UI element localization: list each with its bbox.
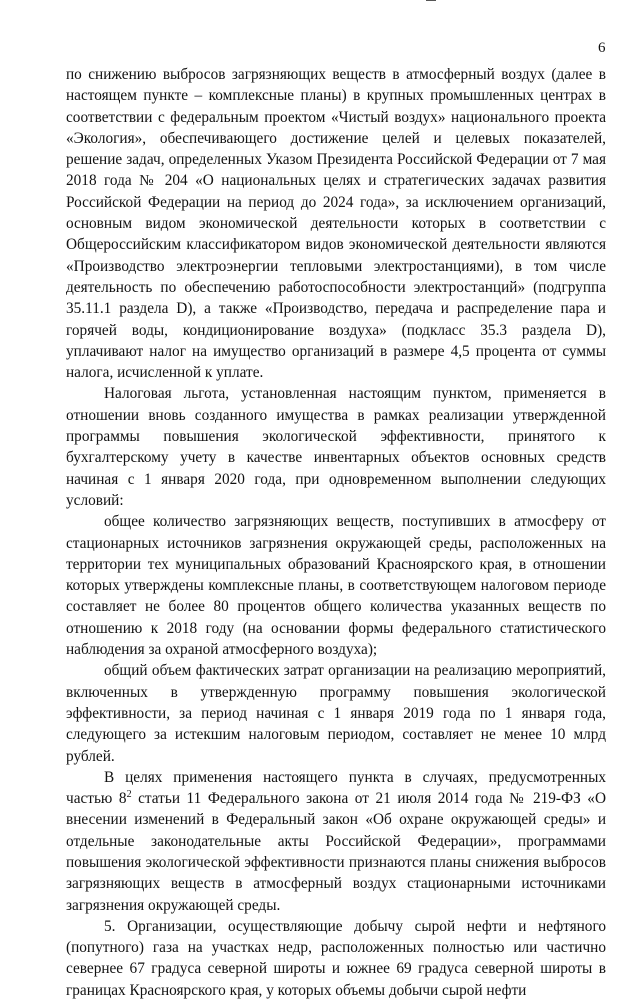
superscript-2: 2 [126, 789, 132, 800]
paragraph-6: 5. Организации, осуществляющие добычу сырой нефти и нефтяного (попутного) газа на участках недр, расположенных полностью или частично севернее 67 градуса северной широты и южнее 69 градуса северной широты в границах Красноярского края, у которых объемы добычи сырой нефти [66, 917, 606, 999]
paragraph-5-part-1: В целях применения настоящего пункта в случаях, предусмотренных частью 8 [66, 768, 606, 808]
paragraph-2: Налоговая льгота, установленная настоящим пунктом, применяется в отношении вновь созданного имущества в рамках реализации утвержденной программы повышения экологической эффективности, принятого к бухгалтерскому учету в качестве инвентарных объектов основных средств начиная с 1 января 2020 года, при одновременном выполнении следующих условий: [66, 385, 606, 509]
paragraph-5 [66, 767, 606, 916]
paragraph-1: по снижению выбросов загрязняющих веществ в атмосферный воздух (далее в настоящем пункте – комплексные планы) в крупных промышленных центрах в соответствии с федеральным проектом «Чистый воздух» национального проекта «Экология», обеспечивающего достижение целей и целевых показателей, решение задач, определенных Указом Президента Российской Федерации от 7 мая 2018 года № 204 «О национальных целях и стратегических задачах развития Российской Федерации на период до 2024 года», за исключением организаций, основным видом экономической деятельности которых в соответствии с Общероссийским классификатором видов экономической деятельности являются «Производство электроэнергии тепловыми электростанциями), в том числе деятельность по обеспечению работоспособности электростанций» (подгруппа 35.11.1 раздела D), а также «Производство, передача и распределение пара и горячей воды, кондиционирование воздуха» (подкласс 35.3 раздела D), уплачивают налог на имущество организаций в размере 4,5 процента от суммы налога, исчисленной к уплате. [66, 66, 606, 382]
scan-mark [426, 0, 436, 1]
paragraph-4: общий объем фактических затрат организации на реализацию мероприятий, включенных в утвержденную программу повышения экологической эффективности, за период начиная с 1 января 2019 года по 1 января года, следующего за истекшим налоговым периодом, составляет не менее 10 млрд рублей. [66, 662, 606, 765]
paragraph-5-part-2: статьи 11 Федерального закона от 21 июля 2014 года № 219-ФЗ «О внесении изменений в Федеральный закон «Об охране окружающей среды» и отдельные законодательные акты Российской Федерации», программами повышения экологической эффективности признаются планы снижения выбросов загрязняющих веществ в атмосферный воздух стационарными источниками загрязнения окружающей среды. [66, 790, 606, 914]
paragraph-3: общее количество загрязняющих веществ, поступивших в атмосферу от стационарных источников загрязнения окружающей среды, расположенных на территории тех муниципальных образований Красноярского края, в отношении которых утверждены комплексные планы, в соответствующем налоговом периоде составляет не более 80 процентов общего количества указанных веществ по отношению к 2018 году (на основании формы федерального статистического наблюдения за охраной атмосферного воздуха); [66, 513, 606, 659]
document-body [66, 64, 606, 1001]
page-number: 6 [598, 40, 606, 56]
